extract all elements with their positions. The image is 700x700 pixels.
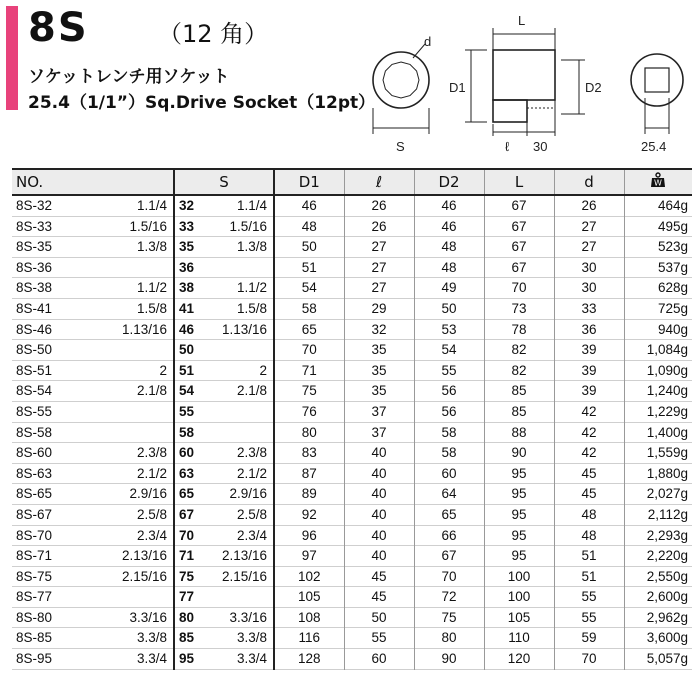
cell-s-mm: 80 <box>174 607 204 628</box>
cell-l: 55 <box>344 628 414 649</box>
cell-weight: 1,880g <box>624 463 692 484</box>
cell-length: 82 <box>484 360 554 381</box>
cell-l: 40 <box>344 443 414 464</box>
cell-l: 40 <box>344 525 414 546</box>
cell-no: 8S-65 <box>16 486 53 502</box>
cell-d1: 92 <box>274 504 344 525</box>
table-row <box>12 504 692 525</box>
cell-s-inch: 2.5/8 <box>236 506 267 522</box>
label-D2: D2 <box>585 80 602 95</box>
cell-l: 40 <box>344 546 414 567</box>
cell-weight: 537g <box>624 257 692 278</box>
cell-no-inch: 1.5/8 <box>136 300 167 316</box>
cell-s-inch: 1.13/16 <box>221 321 267 337</box>
cell-d2: 50 <box>414 298 484 319</box>
header-s: S <box>174 169 274 195</box>
cell-d2: 80 <box>414 628 484 649</box>
cell-d: 39 <box>554 360 624 381</box>
table-row <box>12 319 692 340</box>
cell-l: 26 <box>344 195 414 216</box>
cell-weight: 523g <box>624 237 692 258</box>
cell-length: 70 <box>484 278 554 299</box>
cell-s-mm: 41 <box>174 298 204 319</box>
cell-d1: 58 <box>274 298 344 319</box>
cell-weight: 1,240g <box>624 381 692 402</box>
cell-weight: 1,559g <box>624 443 692 464</box>
table-row <box>12 381 692 402</box>
cell-no-inch <box>102 257 174 278</box>
header-length: L <box>484 169 554 195</box>
table-row <box>12 607 692 628</box>
cell-d: 55 <box>554 607 624 628</box>
cell-s-inch: 2.1/2 <box>236 465 267 481</box>
cell-d: 36 <box>554 319 624 340</box>
cell-d1: 80 <box>274 422 344 443</box>
cell-no-inch <box>102 587 174 608</box>
cell-no-inch <box>102 401 174 422</box>
table-row <box>12 340 692 361</box>
label-L: L <box>518 13 526 28</box>
cell-d: 27 <box>554 216 624 237</box>
cell-s-inch: 1.3/8 <box>236 239 267 255</box>
cell-s-mm: 55 <box>174 401 204 422</box>
cell-weight: 2,550g <box>624 566 692 587</box>
cell-length: 95 <box>484 463 554 484</box>
cell-l: 35 <box>344 381 414 402</box>
cell-d1: 108 <box>274 607 344 628</box>
cell-l: 27 <box>344 278 414 299</box>
table-row <box>12 278 692 299</box>
cell-l: 32 <box>344 319 414 340</box>
type-label: （12 角） <box>158 20 269 48</box>
cell-s-mm: 36 <box>174 257 204 278</box>
cell-length: 73 <box>484 298 554 319</box>
cell-s-inch: 3.3/4 <box>236 651 267 667</box>
cell-length: 100 <box>484 587 554 608</box>
cell-length: 95 <box>484 546 554 567</box>
cell-d1: 48 <box>274 216 344 237</box>
table-row <box>12 195 692 216</box>
cell-s-inch <box>204 401 274 422</box>
table-row <box>12 649 692 670</box>
cell-l: 27 <box>344 237 414 258</box>
cell-s-inch: 3.3/16 <box>229 609 267 625</box>
cell-no-inch: 2.5/8 <box>136 506 167 522</box>
cell-weight: 464g <box>624 195 692 216</box>
cell-d2: 58 <box>414 443 484 464</box>
cell-d: 30 <box>554 257 624 278</box>
cell-s-mm: 63 <box>174 463 204 484</box>
cell-length: 88 <box>484 422 554 443</box>
spec-table <box>12 168 692 670</box>
cell-weight: 3,600g <box>624 628 692 649</box>
label-d: d <box>424 34 432 49</box>
cell-d2: 60 <box>414 463 484 484</box>
cell-d: 27 <box>554 237 624 258</box>
cell-weight: 2,027g <box>624 484 692 505</box>
cell-no: 8S-50 <box>16 342 53 358</box>
cell-no: 8S-38 <box>16 280 53 296</box>
cell-d1: 76 <box>274 401 344 422</box>
cell-weight: 2,962g <box>624 607 692 628</box>
cell-length: 95 <box>484 504 554 525</box>
cell-s-inch <box>204 422 274 443</box>
cell-s-inch: 2.1/8 <box>236 383 267 399</box>
cell-s-mm: 46 <box>174 319 204 340</box>
cell-d2: 65 <box>414 504 484 525</box>
cell-s-inch <box>204 257 274 278</box>
cell-length: 105 <box>484 607 554 628</box>
cell-d1: 116 <box>274 628 344 649</box>
cell-d: 39 <box>554 381 624 402</box>
cell-s-inch: 2.9/16 <box>229 486 267 502</box>
cell-l: 37 <box>344 401 414 422</box>
cell-s-inch <box>204 587 274 608</box>
cell-d2: 72 <box>414 587 484 608</box>
spec-table-wrapper <box>12 168 692 670</box>
table-row <box>12 422 692 443</box>
cell-l: 35 <box>344 360 414 381</box>
cell-no: 8S-35 <box>16 239 53 255</box>
cell-d: 42 <box>554 443 624 464</box>
cell-d1: 71 <box>274 360 344 381</box>
label-l: ℓ <box>505 139 510 154</box>
cell-l: 37 <box>344 422 414 443</box>
table-row <box>12 463 692 484</box>
cell-weight: 2,112g <box>624 504 692 525</box>
cell-weight: 2,293g <box>624 525 692 546</box>
cell-d: 30 <box>554 278 624 299</box>
cell-d1: 75 <box>274 381 344 402</box>
cell-no-inch: 3.3/16 <box>129 609 167 625</box>
table-row <box>12 566 692 587</box>
cell-length: 82 <box>484 340 554 361</box>
cell-length: 120 <box>484 649 554 670</box>
table-row <box>12 257 692 278</box>
cell-s-inch: 3.3/8 <box>236 630 267 646</box>
cell-no: 8S-70 <box>16 527 53 543</box>
cell-no: 8S-75 <box>16 568 53 584</box>
table-row <box>12 237 692 258</box>
cell-d2: 70 <box>414 566 484 587</box>
cell-d1: 97 <box>274 546 344 567</box>
table-row <box>12 628 692 649</box>
cell-d2: 49 <box>414 278 484 299</box>
cell-d: 70 <box>554 649 624 670</box>
cell-length: 100 <box>484 566 554 587</box>
cell-weight: 2,600g <box>624 587 692 608</box>
svg-text:W: W <box>654 178 663 188</box>
back-view <box>631 54 683 154</box>
cell-s-inch: 2.15/16 <box>221 568 267 584</box>
cell-length: 67 <box>484 237 554 258</box>
table-row <box>12 401 692 422</box>
cell-length: 78 <box>484 319 554 340</box>
cell-d2: 53 <box>414 319 484 340</box>
cell-no-inch: 2.1/8 <box>136 383 167 399</box>
cell-l: 29 <box>344 298 414 319</box>
cell-d1: 65 <box>274 319 344 340</box>
cell-no: 8S-58 <box>16 424 53 440</box>
cell-d2: 48 <box>414 257 484 278</box>
cell-no-inch: 3.3/8 <box>136 630 167 646</box>
cell-d1: 89 <box>274 484 344 505</box>
header-no: NO. <box>16 173 44 191</box>
cell-no: 8S-54 <box>16 383 53 399</box>
cell-s-inch <box>204 340 274 361</box>
cell-s-mm: 35 <box>174 237 204 258</box>
cell-no-inch: 1.1/4 <box>136 198 167 213</box>
cell-no: 8S-67 <box>16 506 53 522</box>
cell-s-mm: 51 <box>174 360 204 381</box>
cell-no-inch: 2.9/16 <box>129 486 167 502</box>
cell-d: 59 <box>554 628 624 649</box>
cell-d1: 50 <box>274 237 344 258</box>
cell-no: 8S-80 <box>16 609 53 625</box>
cell-weight: 940g <box>624 319 692 340</box>
cell-no-inch: 1.1/2 <box>136 280 167 296</box>
cell-l: 50 <box>344 607 414 628</box>
cell-d: 48 <box>554 525 624 546</box>
cell-s-inch: 1.5/8 <box>236 300 267 316</box>
cell-d2: 66 <box>414 525 484 546</box>
cell-d: 42 <box>554 422 624 443</box>
label-D1: D1 <box>449 80 466 95</box>
cell-no: 8S-71 <box>16 548 53 564</box>
cell-d: 45 <box>554 463 624 484</box>
cell-s-inch: 2 <box>259 362 267 378</box>
cell-s-mm: 75 <box>174 566 204 587</box>
cell-s-mm: 67 <box>174 504 204 525</box>
table-row <box>12 587 692 608</box>
japanese-title: ソケットレンチ用ソケット <box>28 67 230 87</box>
label-25-4: 25.4 <box>641 139 667 154</box>
cell-d1: 96 <box>274 525 344 546</box>
cell-no: 8S-55 <box>16 403 53 419</box>
cell-d2: 46 <box>414 195 484 216</box>
cell-no-inch: 1.3/8 <box>136 239 167 255</box>
cell-no: 8S-85 <box>16 630 53 646</box>
cell-s-mm: 70 <box>174 525 204 546</box>
cell-d2: 54 <box>414 340 484 361</box>
cell-d1: 87 <box>274 463 344 484</box>
cell-weight: 5,057g <box>624 649 692 670</box>
cell-weight: 725g <box>624 298 692 319</box>
cell-no-inch: 2 <box>159 362 167 378</box>
cell-s-inch: 2.3/8 <box>236 445 267 461</box>
cell-d1: 54 <box>274 278 344 299</box>
cell-d1: 105 <box>274 587 344 608</box>
cell-no-inch: 2.3/8 <box>136 445 167 461</box>
cell-d2: 55 <box>414 360 484 381</box>
cell-weight: 495g <box>624 216 692 237</box>
weight-icon-svg <box>650 172 666 188</box>
cell-d2: 90 <box>414 649 484 670</box>
cell-length: 85 <box>484 401 554 422</box>
cell-no-inch: 2.3/4 <box>136 527 167 543</box>
model-title: 8S <box>28 5 89 51</box>
table-row <box>12 546 692 567</box>
table-row <box>12 360 692 381</box>
cell-d2: 64 <box>414 484 484 505</box>
table-row <box>12 216 692 237</box>
cell-length: 67 <box>484 257 554 278</box>
cell-s-mm: 65 <box>174 484 204 505</box>
cell-l: 40 <box>344 504 414 525</box>
side-view <box>449 13 602 154</box>
cell-no: 8S-51 <box>16 362 53 378</box>
cell-no-inch: 2.13/16 <box>121 548 167 564</box>
cell-no-inch: 1.5/16 <box>129 218 167 234</box>
cell-l: 27 <box>344 257 414 278</box>
table-header-row <box>12 169 692 195</box>
cell-s-inch: 2.3/4 <box>236 527 267 543</box>
cell-s-mm: 32 <box>174 195 204 216</box>
cell-weight: 1,400g <box>624 422 692 443</box>
cell-s-inch: 1.5/16 <box>229 218 267 234</box>
cell-d2: 48 <box>414 237 484 258</box>
cell-d: 55 <box>554 587 624 608</box>
cell-d2: 67 <box>414 546 484 567</box>
cell-no-inch: 3.3/4 <box>136 651 167 667</box>
cell-no-inch: 2.1/2 <box>136 465 167 481</box>
cell-length: 95 <box>484 525 554 546</box>
label-S: S <box>396 139 405 154</box>
table-row <box>12 298 692 319</box>
cell-no: 8S-32 <box>16 198 53 213</box>
cell-weight: 1,084g <box>624 340 692 361</box>
cell-length: 110 <box>484 628 554 649</box>
table-row <box>12 484 692 505</box>
header-d: d <box>554 169 624 195</box>
cell-d2: 46 <box>414 216 484 237</box>
english-title: 25.4（1/1”）Sq.Drive Socket（12pt） <box>28 93 376 113</box>
cell-s-mm: 50 <box>174 340 204 361</box>
cell-l: 40 <box>344 463 414 484</box>
cell-no: 8S-63 <box>16 465 53 481</box>
cell-d1: 70 <box>274 340 344 361</box>
cell-s-inch: 1.1/4 <box>236 198 267 213</box>
cell-no: 8S-60 <box>16 445 53 461</box>
cell-l: 26 <box>344 216 414 237</box>
cell-length: 95 <box>484 484 554 505</box>
cell-l: 45 <box>344 566 414 587</box>
accent-bar <box>6 6 18 110</box>
cell-s-inch: 2.13/16 <box>221 548 267 564</box>
cell-d: 45 <box>554 484 624 505</box>
cell-d: 51 <box>554 566 624 587</box>
cell-length: 67 <box>484 195 554 216</box>
cell-d: 42 <box>554 401 624 422</box>
table-body <box>12 195 692 669</box>
cell-d: 33 <box>554 298 624 319</box>
cell-l: 35 <box>344 340 414 361</box>
cell-no: 8S-33 <box>16 218 53 234</box>
cell-d2: 56 <box>414 401 484 422</box>
cell-s-mm: 85 <box>174 628 204 649</box>
cell-weight: 628g <box>624 278 692 299</box>
cell-s-mm: 95 <box>174 649 204 670</box>
cell-d1: 51 <box>274 257 344 278</box>
cell-s-mm: 71 <box>174 546 204 567</box>
cell-d1: 83 <box>274 443 344 464</box>
cell-d2: 58 <box>414 422 484 443</box>
cell-no: 8S-95 <box>16 651 53 667</box>
cell-d1: 128 <box>274 649 344 670</box>
cell-no-inch <box>102 340 174 361</box>
cell-weight: 2,220g <box>624 546 692 567</box>
cell-no: 8S-41 <box>16 300 53 316</box>
cell-s-mm: 54 <box>174 381 204 402</box>
cell-d2: 75 <box>414 607 484 628</box>
cell-no: 8S-36 <box>16 259 53 275</box>
cell-length: 85 <box>484 381 554 402</box>
header-d1: D1 <box>274 169 344 195</box>
label-30: 30 <box>533 139 548 154</box>
cell-no: 8S-46 <box>16 321 53 337</box>
cell-d1: 102 <box>274 566 344 587</box>
header-d2: D2 <box>414 169 484 195</box>
cell-no-inch <box>102 422 174 443</box>
cell-s-mm: 58 <box>174 422 204 443</box>
front-view <box>373 34 431 154</box>
cell-d: 39 <box>554 340 624 361</box>
cell-l: 60 <box>344 649 414 670</box>
cell-no: 8S-77 <box>16 589 53 605</box>
cell-s-mm: 77 <box>174 587 204 608</box>
cell-d2: 56 <box>414 381 484 402</box>
cell-d: 51 <box>554 546 624 567</box>
cell-weight: 1,229g <box>624 401 692 422</box>
cell-length: 67 <box>484 216 554 237</box>
cell-no-inch: 1.13/16 <box>121 321 167 337</box>
cell-s-mm: 33 <box>174 216 204 237</box>
cell-d1: 46 <box>274 195 344 216</box>
cell-s-inch: 1.1/2 <box>236 280 267 296</box>
table-row <box>12 443 692 464</box>
cell-s-mm: 38 <box>174 278 204 299</box>
cell-s-mm: 60 <box>174 443 204 464</box>
cell-l: 40 <box>344 484 414 505</box>
cell-weight: 1,090g <box>624 360 692 381</box>
cell-d: 26 <box>554 195 624 216</box>
cell-l: 45 <box>344 587 414 608</box>
cell-length: 90 <box>484 443 554 464</box>
table-row <box>12 525 692 546</box>
weight-icon <box>624 169 692 195</box>
cell-d: 48 <box>554 504 624 525</box>
header-l: ℓ <box>344 169 414 195</box>
cell-no-inch: 2.15/16 <box>121 568 167 584</box>
socket-diagram <box>365 8 695 158</box>
